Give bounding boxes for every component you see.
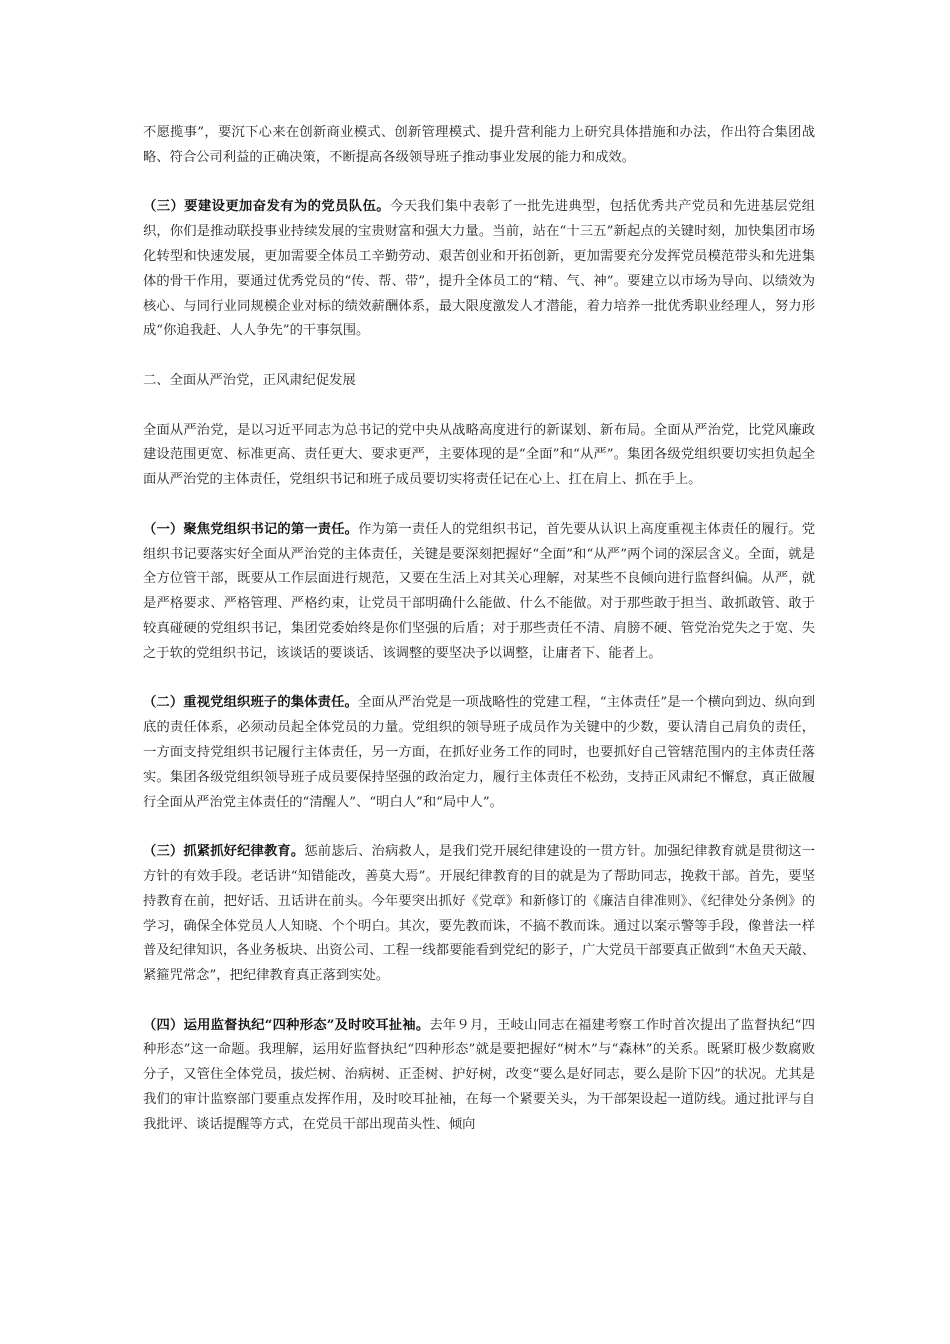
paragraph-secretary-responsibility — [143, 518, 815, 667]
paragraph-collective-responsibility — [143, 691, 815, 815]
paragraph-text: 惩前毖后、治病救人，是我们党开展纪律建设的一贯方针。加强纪律教育就是贯彻这一方针的有效手段。老话讲“知错能改，善莫大焉”。开展纪律教育的目的就是为了帮助同志，挽救干部。首先，要坚持教育在前，把好话、丑话讲在前头。今年要突出抓好《党章》和新修订的《廉洁自律准则》、《纪律处分条例》的学习，确保全体党员人人知晓、个个明白。其次，要先教而诛，不搞不教而诛。通过以案示警等手段，像普法一样普及纪律知识，各业务板块、出资公司、工程一线都要能看到党纪的影子，广大党员干部要真正做到“木鱼天天敲、紧箍咒常念”，把纪律教育真正落到实处。 — [143, 844, 816, 984]
paragraph-party-member-team — [143, 195, 815, 344]
paragraph-lead: （三）抓紧抓好纪律教育。 — [143, 844, 305, 860]
paragraph-lead: （三）要建设更加奋发有为的党员队伍。 — [143, 199, 391, 215]
paragraph-text: 今天我们集中表彰了一批先进典型，包括优秀共产党员和先进基层党组织，你们是推动联投事业持续发展的宝贵财富和强大力量。当前，站在“十三五”新起点的关键时刻，加快集团市场化转型和快速发展，更加需要全体员工辛勤劳动、艰苦创业和开拓创新，更加需要充分发挥党员模范带头和先进集体的骨干作用，要通过优秀党员的“传、帮、带”，提升全体员工的“精、气、神”。要建立以市场为导向、以绩效为核心、与同行业同规模企业对标的绩效薪酬体系，最大限度激发人才潜能，着力培养一批优秀职业经理人，努力形成“你追我赶、人人争先”的干事氛围。 — [143, 199, 816, 339]
section-heading: 二、全面从严治党，正风肃纪促发展 — [143, 372, 356, 388]
paragraph-text: 全面从严治党是一项战略性的党建工程，“主体责任”是一个横向到边、纵向到底的责任体系，必须动员起全体党员的力量。党组织的领导班子成员作为关键中的少数，要认清自己肩负的责任，一方面支持党组织书记履行主体责任，另一方面，在抓好业务工作的同时，也要抓好自己管辖范围内的主体责任落实。集团各级党组织领导班子成员要保持坚强的政治定力，履行主体责任不松劲，支持正风肃纪不懈怠，真正做履行全面从严治党主体责任的“清醒人”、“明白人”和“局中人”。 — [143, 695, 815, 810]
paragraph-text: 不愿揽事”，要沉下心来在创新商业模式、创新管理模式、提升营利能力上研究具体措施和办法，作出符合集团战略、符合公司利益的正确决策，不断提高各级领导班子推动事业发展的能力和成效。 — [143, 125, 815, 165]
paragraph-text: 去年９月，王岐山同志在福建考察工作时首次提出了监督执纪“四种形态”这一命题。我理解，运用好监督执纪“四种形态”就是要把握好“树木”与“森林”的关系。既紧盯极少数腐败分子，又管住全体党员，拔烂树、治病树、正歪树、护好树，改变“要么是好同志，要么是阶下囚”的状况。尤其是我们的审计监察部门要重点发挥作用，及时咬耳扯袖，在每一个紧要关头，为干部架设起一道防线。通过批评与自我批评、谈话提醒等方式，在党员干部出现苗头性、倾向 — [143, 1017, 815, 1132]
paragraph-lead: （四）运用监督执纪“四种形态”及时咬耳扯袖。 — [143, 1017, 430, 1033]
paragraph-lead: （一）聚焦党组织书记的第一责任。 — [143, 521, 359, 537]
paragraph-four-forms — [143, 1014, 815, 1138]
paragraph-intro-continued — [143, 121, 815, 171]
document-page — [143, 121, 815, 1138]
paragraph-lead: （二）重视党组织班子的集体责任。 — [143, 695, 358, 711]
paragraph-text: 作为第一责任人的党组织书记，首先要从认识上高度重视主体责任的履行。党组织书记要落实好全面从严治党的主体责任，关键是要深刻把握好“全面”和“从严”两个词的深层含义。全面，就是全方位管干部，既要从工作层面进行规范，又要在生活上对其关心理解，对某些不良倾向进行监督纠偏。从严，就是严格要求、严格管理、严格约束，让党员干部明确什么能做、什么不能做。对于那些敢于担当、敢抓敢管、敢于较真碰硬的党组织书记，集团党委始终是你们坚强的后盾；对于那些责任不清、肩膀不硬、管党治党失之于宽、失之于软的党组织书记，该谈话的要谈话、该调整的要坚决予以调整，让庸者下、能者上。 — [143, 521, 816, 661]
paragraph-text: 全面从严治党，是以习近平同志为总书记的党中央从战略高度进行的新谋划、新布局。全面从严治党，比党风廉政建设范围更宽、标准更高、责任更大、要求更严，主要体现的是“全面”和“从严”。集团各级党组织要切实担负起全面从严治党的主体责任，党组织书记和班子成员要切实将责任记在心上、扛在肩上、抓在手上。 — [143, 422, 815, 488]
paragraph-discipline-education — [143, 840, 815, 989]
paragraph-strict-governance — [143, 419, 815, 493]
